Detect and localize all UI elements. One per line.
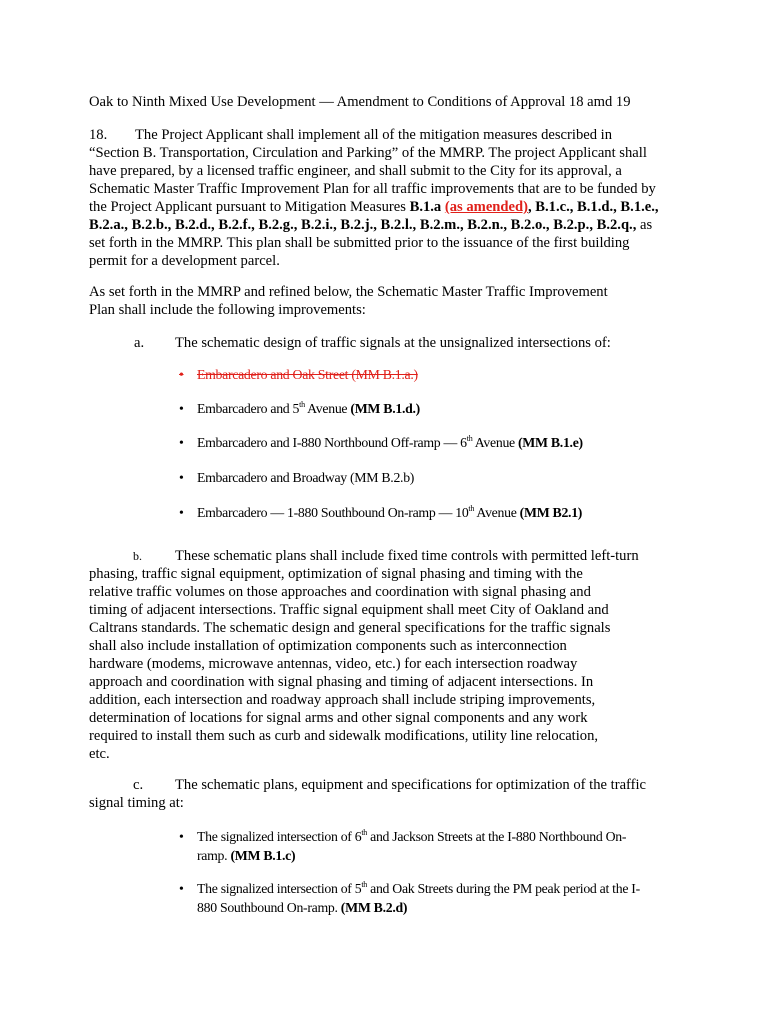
para-text: The schematic plans, equipment and specifications for optimization of the traffic: [175, 777, 647, 793]
superscript: th: [299, 400, 305, 409]
measure-ref: (MM B2.1): [519, 505, 583, 520]
measure-ref: (MM B.2.d): [340, 900, 408, 915]
bullet-glyph: •: [179, 829, 184, 844]
para-text: hardware (modems, microwave antennas, video, etc.) for each intersection roadway: [89, 656, 578, 672]
superscript: th: [466, 434, 473, 443]
para-text: Caltrans standards. The schematic design and general specifications for the traffic signals: [89, 620, 611, 636]
bullet-glyph: •: [179, 367, 184, 382]
measure-ref: , B.1.c., B.1.d., B.1.e.,: [528, 199, 659, 215]
superscript: th: [361, 828, 367, 837]
list-item-text: and Oak Streets during the PM peak period at the I-: [366, 881, 640, 896]
bullet-glyph: •: [179, 401, 184, 416]
list-item-text: Embarcadero and I-880 Northbound Off-ramp — 6: [197, 435, 467, 450]
bullet-glyph: •: [179, 881, 184, 896]
item-letter: b.: [133, 549, 142, 563]
intro-paragraph: [89, 283, 608, 319]
para-text: the Project Applicant pursuant to Mitigation Measures: [89, 199, 410, 215]
list-item: [179, 435, 583, 451]
para-text: These schematic plans shall include fixed time controls with permitted left-turn: [175, 548, 639, 564]
list-item-text: The signalized intersection of 5: [197, 881, 362, 896]
list-item-text: 880 Southbound On-ramp.: [197, 900, 341, 915]
list-item-text: Embarcadero — 1-880 Southbound On-ramp — 10: [197, 505, 469, 520]
measure-ref: (MM B.1.d.): [350, 401, 420, 416]
superscript: th: [361, 880, 367, 889]
para-text: permit for a development parcel.: [89, 253, 280, 269]
item-b-paragraph: [89, 547, 673, 763]
measure-ref: (MM B.1.e): [518, 435, 583, 450]
list-item-text: and Jackson Streets at the I-880 Northbound On-: [366, 829, 627, 844]
para-text: addition, each intersection and roadway approach shall include striping improvements,: [89, 692, 596, 708]
measure-ref: B.1.a: [409, 199, 442, 215]
list-item: [179, 827, 626, 865]
para-text: signal timing at:: [89, 795, 184, 811]
list-item-text: Avenue: [304, 401, 351, 416]
para-text: set forth in the MMRP. This plan shall be submitted prior to the issuance of the first building: [89, 235, 630, 251]
list-item: [179, 505, 582, 521]
condition-number: 18.: [89, 127, 108, 143]
para-text: “Section B. Transportation, Circulation and Parking” of the MMRP. The project Applicant shall: [89, 145, 647, 161]
para-text: As set forth in the MMRP and refined below, the Schematic Master Traffic Improvement: [89, 284, 608, 300]
list-item-text: Embarcadero and 5: [197, 401, 300, 416]
item-letter: a.: [134, 335, 145, 351]
list-item: [179, 367, 418, 383]
para-text: etc.: [89, 746, 110, 762]
list-item-text: ramp.: [197, 848, 231, 863]
document-title: Oak to Ninth Mixed Use Development — Amendment to Conditions of Approval 18 amd 19: [89, 94, 631, 110]
para-text: required to install them such as curb and sidewalk modifications, utility line relocation,: [89, 728, 599, 744]
para-text: approach and coordination with signal phasing and timing of adjacent intersections. In: [89, 674, 594, 690]
bullet-glyph: •: [179, 470, 184, 485]
para-text: as: [636, 217, 653, 233]
para-text: Plan shall include the following improvements:: [89, 302, 366, 318]
para-text: Schematic Master Traffic Improvement Plan for all traffic improvements that are to be funded by: [89, 181, 656, 197]
item-a: [134, 335, 611, 352]
bullet-glyph: •: [179, 435, 184, 450]
list-item-text: Embarcadero and Broadway (MM B.2.b): [197, 470, 415, 485]
para-text: determination of locations for signal arms and other signal components and any work: [89, 710, 588, 726]
struck-text: [197, 367, 418, 382]
amended-insertion: (as amended): [444, 199, 528, 215]
para-text: have prepared, by a licensed traffic engineer, and shall submit to the City for its approval, a: [89, 163, 622, 179]
item-text: The schematic design of traffic signals at the unsignalized intersections of:: [175, 335, 611, 351]
list-item-text: Avenue: [474, 505, 520, 520]
para-text: shall also include installation of optimization components such as interconnection: [89, 638, 567, 654]
bullet-glyph: •: [179, 505, 184, 520]
condition-18-paragraph: [89, 126, 659, 270]
item-c-paragraph: [89, 776, 673, 812]
measure-ref: B.2.a., B.2.b., B.2.d., B.2.f., B.2.g., B.2.i., B.2.j., B.2.l., B.2.m., B.2.n., B.2.o., B.2.p., B.2.q.,: [89, 217, 637, 233]
para-text: phasing, traffic signal equipment, optimization of signal phasing and timing with the: [89, 566, 583, 582]
item-letter: c.: [133, 777, 144, 793]
list-item: [179, 879, 640, 917]
measure-ref: (MM B.1.c): [230, 848, 296, 863]
list-item-text: The signalized intersection of 6: [197, 829, 362, 844]
list-item-text: Embarcadero and Oak Street (MM B.1.a.): [197, 367, 418, 382]
para-text: relative traffic volumes on those approaches and coordination with signal phasing and: [89, 584, 591, 600]
list-item: [179, 470, 414, 486]
para-text: timing of adjacent intersections. Traffic signal equipment shall meet City of Oakland and: [89, 602, 609, 618]
para-text: The Project Applicant shall implement all of the mitigation measures described in: [135, 127, 613, 143]
list-item: [179, 401, 420, 417]
list-item-text: Avenue: [472, 435, 519, 450]
superscript: th: [468, 504, 475, 513]
